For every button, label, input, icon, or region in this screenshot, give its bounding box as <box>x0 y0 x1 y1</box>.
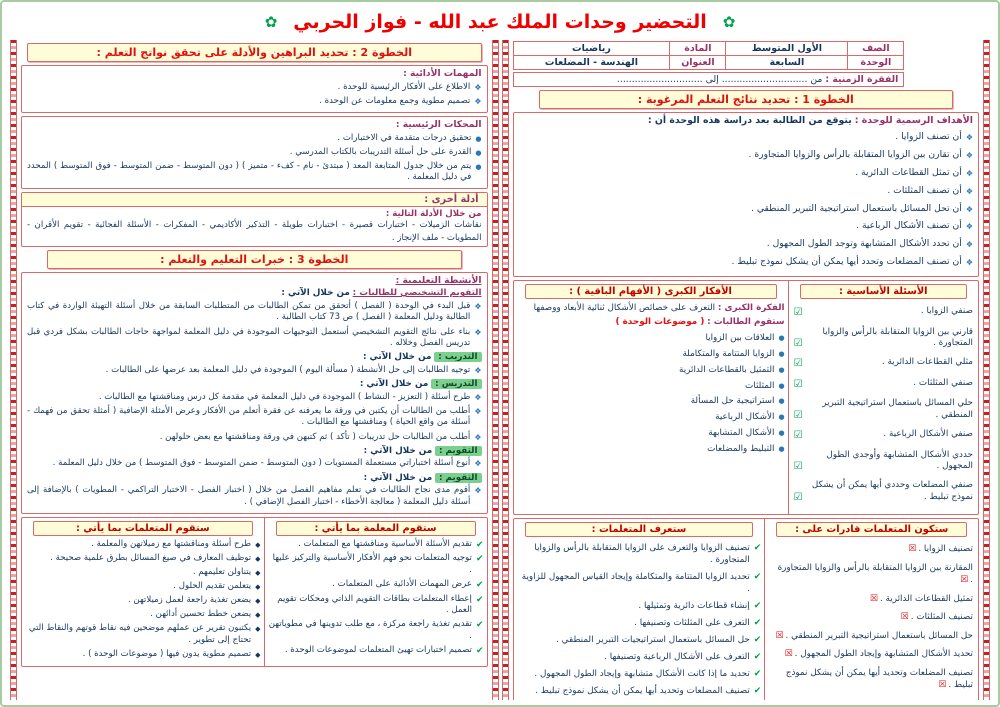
teacher-item-text: تصميم اختبارات تهيئ المتعلمات لموضوعات الوحدة . <box>284 645 472 656</box>
questions-bigideas-grid <box>513 280 980 515</box>
know-item <box>517 651 762 664</box>
can-do-item <box>770 667 973 692</box>
teaching-item-text: أطلب من الطالبات أن يكتبن في ورقة ما يعرفنه عن فقرة أتعلم من الأفكار وعرض الأمثلة الإضافية ( أمثلة تحقق من فهمك - أسئلة من واقع الحياة ) ومناقشتها مع الطالبات . <box>27 405 471 428</box>
know-item <box>517 571 762 596</box>
title-label: العنوان <box>670 56 726 70</box>
learning-activities-box <box>21 272 488 513</box>
x-box-icon: ☒ <box>960 574 969 585</box>
teacher-list <box>268 539 484 657</box>
topic-item <box>517 364 785 376</box>
objective-item <box>519 220 974 233</box>
grade-label: الصف <box>848 42 904 56</box>
learner-item <box>25 649 261 661</box>
know-item <box>517 685 762 698</box>
know-text: تصنيف الزوايا والتعرف على الزوايا المتقابلة بالرأس والزوايا المتجاورة . <box>534 542 750 565</box>
training-item <box>27 365 482 377</box>
topic-text: المثلثات <box>745 380 775 391</box>
learner-item-text: يكتبون تقرير عن عملهم موضحين فيه نقاط قوتهم والنقاط التي تحتاج إلى تطوير . <box>28 623 252 645</box>
subject-value: رياضيات <box>513 42 670 56</box>
diamond-bullet-icon: ❖ <box>474 432 482 442</box>
learner-item <box>25 553 261 565</box>
dot-bullet-icon: ● <box>475 134 482 143</box>
check-icon: ✔ <box>753 634 762 645</box>
question-item <box>794 357 973 371</box>
criterion-item <box>27 133 482 145</box>
topic-text: استراتيجية حل المسألة <box>690 396 775 407</box>
teacher-item-text: إعطاء المتعلمات بطاقات التقويم الذاتي ومحكات تقويم العمل . <box>277 593 472 616</box>
criterion-item <box>27 161 482 184</box>
teaching-items <box>27 392 482 444</box>
know-list <box>517 542 762 698</box>
diamond-small-bullet-icon: ◆ <box>255 569 261 577</box>
students-topics-line <box>517 316 785 328</box>
know-header: ستعرف المتعلمات : <box>525 522 754 537</box>
know-text: إنشاء قطاعات دائرية وتمثيلها . <box>638 600 750 611</box>
diagnostic-label: التقويم التشخيصي للطالبات : <box>352 288 482 299</box>
diamond-bullet-icon: ❖ <box>474 459 482 469</box>
learner-item <box>25 567 261 579</box>
diagnostic-suffix: من خلال الآتي : <box>281 288 350 299</box>
dot-bullet-icon: ● <box>778 444 785 453</box>
check-icon: ✔ <box>475 539 484 550</box>
decor-strip <box>502 40 509 700</box>
topic-text: العلاقات بين الزوايا <box>705 333 775 344</box>
unit-topics-suffix: ( موضوعات الوحدة ) <box>615 317 705 328</box>
learner-item <box>25 623 261 646</box>
training-items <box>27 365 482 377</box>
x-box-icon: ☒ <box>775 630 784 641</box>
diagnostic-item-text: بناء على نتائج التقويم التشخيصي أستعمل التوجيهات الموجودة في دليل المعلمة لمواجهة حاجات الطالبات بشكل فردي قبل تدريس الفصل وخلاله . <box>27 326 471 349</box>
official-goals-box <box>513 112 980 277</box>
other-evidence-intro: من خلال الأدلة التالية : <box>385 209 482 220</box>
check-icon: ✔ <box>753 652 762 663</box>
can-do-text: تمثيل القطاعات الدائرية . <box>879 593 973 604</box>
objective-item <box>519 167 974 180</box>
evaluation2-section-label <box>27 473 482 483</box>
question-text: صنفي المثلثات . <box>913 377 973 388</box>
essential-questions-header: الأسئلة الأساسية : <box>800 284 967 299</box>
topic-text: التبليط والمضلعات <box>707 443 775 454</box>
teacher-header: ستقوم المعلمة بما يأتي : <box>276 521 476 536</box>
unit-label: الوحدة <box>848 56 904 70</box>
know-text: حل المسائل باستعمال استراتيجيات التبرير المنطقي . <box>556 634 750 645</box>
big-idea-paragraph <box>517 302 785 314</box>
check-icon: ✔ <box>753 686 762 697</box>
checkbox-checked-icon: ☑ <box>793 430 803 441</box>
dot-bullet-icon: ● <box>475 162 482 171</box>
big-ideas-header: الأفكار الكبرى ( الأفهام الباقية ) : <box>525 284 777 299</box>
diamond-small-bullet-icon: ◆ <box>255 583 261 592</box>
training-section-label <box>27 352 482 362</box>
checkbox-checked-icon: ☑ <box>793 307 803 318</box>
diamond-bullet-icon: ❖ <box>474 392 482 402</box>
learner-item <box>25 539 261 551</box>
question-item <box>794 327 973 351</box>
unit-value: السابعة <box>726 56 848 70</box>
right-column <box>502 40 991 700</box>
teacher-item <box>268 594 484 617</box>
objective-text: أن تصنف الأشكال الرباعية . <box>856 220 962 232</box>
diamond-small-bullet-icon: ◆ <box>255 554 261 563</box>
diamond-small-bullet-icon: ◆ <box>255 597 261 606</box>
teaching-label: التدريس : <box>431 379 481 389</box>
know-item <box>517 668 762 681</box>
goals-list <box>519 131 974 269</box>
diamond-small-bullet-icon: ◆ <box>255 540 261 549</box>
can-do-item <box>770 630 973 643</box>
evaluation-item-text: أنوع أسئلة اختباراتي مستعملة المستويات ( دون المتوسط - ضمن المتوسط - فوق المتوسط ) من خلال دليل المعلمة . <box>52 458 471 469</box>
dot-bullet-icon: ● <box>475 148 482 157</box>
step3-header: الخطوة 3 : خبرات التعليم والتعلم : <box>47 250 462 269</box>
topic-item <box>517 411 785 423</box>
other-evidence-box <box>21 192 488 247</box>
activities-label: الأنشطة التعليمية : <box>395 275 482 287</box>
diagnostic-section-label <box>27 288 482 298</box>
question-item <box>794 429 973 443</box>
question-text: حلي المسائل باستعمال استراتيجية التبرير المنطقي . <box>822 398 973 421</box>
diamond-small-bullet-icon: ◆ <box>255 625 261 634</box>
objective-text: أن تحدد الأشكال المتشابهة وتوجد الطول المجهول . <box>766 238 962 250</box>
objective-item <box>519 185 974 198</box>
diamond-bullet-icon: ❖ <box>965 222 973 232</box>
learner-item-text: توظيف المعارف في صيغ المسائل بطرق علمية صحيحة . <box>50 552 252 563</box>
can-do-text: تصنيف المثلثات . <box>910 612 973 623</box>
check-icon: ✔ <box>753 669 762 680</box>
topic-text: الأشكال الرباعية <box>715 412 775 423</box>
check-icon: ✔ <box>475 580 484 591</box>
topic-item <box>517 332 785 344</box>
learner-item-text: يضعن خطط تحسين أدائهن . <box>150 609 252 620</box>
question-text: صنفي المضلعات وحددي أيها يمكن أن يشكل نموذج تبليط . <box>811 480 973 503</box>
students-topics-label: ستقوم الطالبات : <box>707 317 785 328</box>
diagnostic-item <box>27 301 482 324</box>
decor-strip <box>492 40 499 700</box>
subject-label: المادة <box>670 42 726 56</box>
know-column <box>514 519 765 700</box>
checkbox-checked-icon: ☑ <box>793 358 803 370</box>
teacher-item <box>268 539 484 551</box>
teacher-item <box>268 645 484 657</box>
evaluation2-label: التقويم : <box>435 473 482 483</box>
diamond-bullet-icon: ❖ <box>474 96 482 106</box>
know-text: تحديد ما إذا كانت الأشكال متشابهة وإيجاد الطول المجهول . <box>534 669 750 680</box>
question-text: مثلي القطاعات الدائرية . <box>881 357 973 368</box>
teaching-item-text: أطلب من الطالبات حل تدريبات ( تأكد ) ثم كتبهن في ورقة ومناقشتها مع بعض حلولهن . <box>159 431 471 442</box>
objective-text: أن تمثل القطاعات الدائرية . <box>855 166 962 178</box>
checkbox-checked-icon: ☑ <box>793 378 803 390</box>
can-do-text: المقارنة بين الزوايا المتقابلة بالرأس والزوايا المتجاورة . <box>777 562 973 585</box>
dot-bullet-icon: ● <box>778 365 785 374</box>
diamond-bullet-icon: ❖ <box>965 133 973 142</box>
title-value: الهندسة - المضلعات <box>513 56 670 70</box>
know-item <box>517 617 762 630</box>
know-item <box>517 600 762 613</box>
goals-intro: يتوقع من الطالبة بعد دراسة هذه الوحدة أن : <box>647 115 852 126</box>
teaching-item-text: طرح أسئلة ( التعزيز - النشاط ) الموجودة في دليل المعلمة في مقدمة كل درس ومناقشتها مع الطالبات . <box>98 391 471 402</box>
criterion-text: القدرة على حل أسئلة التدريبات بالكتاب المدرسي . <box>289 146 472 157</box>
evaluation1-suffix: من خلال الآتي : <box>363 445 433 456</box>
can-do-list <box>768 543 975 692</box>
left-column <box>10 40 499 700</box>
teaching-suffix: من خلال الآتي : <box>359 379 429 390</box>
diamond-bullet-icon: ❖ <box>965 186 973 196</box>
teacher-item <box>268 553 484 576</box>
performance-tasks-list <box>27 82 482 108</box>
objective-text: أن تحل المسائل باستعمال استراتيجية التبرير المنطقي . <box>751 202 962 214</box>
teacher-learner-grid <box>21 517 488 667</box>
objective-item <box>519 131 974 144</box>
can-do-text: تصنيف المضلعات وتحديد أيها يمكن أن يشكل نموذج تبليط . <box>785 667 973 691</box>
question-item <box>794 378 973 392</box>
learner-item-text: يتعلمن تقديم الحلول . <box>173 581 252 592</box>
page-title: التحضير وحدات الملك عبد الله - فواز الحربي <box>293 11 707 33</box>
can-do-text: حل المسائل باستعمال استراتيجية التبرير المنطقي . <box>785 630 973 641</box>
teacher-item <box>268 579 484 591</box>
teaching-item <box>27 392 482 404</box>
checkbox-checked-icon: ☑ <box>793 460 803 472</box>
checkbox-checked-icon: ☑ <box>793 491 803 503</box>
dot-bullet-icon: ● <box>778 334 785 343</box>
diamond-small-bullet-icon: ◆ <box>255 651 261 660</box>
x-box-icon: ☒ <box>900 612 909 623</box>
know-text: التعرف على المثلثات وتصنيفها . <box>634 617 750 628</box>
evaluation1-label: التقويم : <box>435 446 482 456</box>
topics-list <box>517 332 785 455</box>
evaluation1-section-label <box>27 446 482 456</box>
diamond-bullet-icon: ❖ <box>474 406 482 416</box>
step1-header: الخطوة 1 : تحديد نتائج التعلم المرغوبة : <box>539 90 954 109</box>
diamond-bullet-icon: ❖ <box>965 150 973 160</box>
x-box-icon: ☒ <box>938 680 947 691</box>
learner-item-text: يضعن تغذية راجعة لعمل زميلاتهن . <box>127 595 252 606</box>
topic-item <box>517 348 785 360</box>
topic-item <box>517 395 785 407</box>
diagnostic-item-text: قبل البدء في الوحدة ( الفصل ) أتحقق من تمكن الطالبات من المتطلبات السابقة من خلال أسئلة التهيئة الواردة في كتاب الطالبة ودليل المعلمة ( الفصل ) ص 73 كتاب الطالبة . <box>27 300 471 323</box>
objective-item <box>519 149 974 162</box>
goals-heading <box>519 115 974 126</box>
training-item-text: توجيه الطالبات إلى حل الأنشطة ( مسألة اليوم ) الموجودة في دليل المعلمة بعد عرضها على الطالبات . <box>105 364 471 375</box>
can-do-item <box>770 611 973 624</box>
dot-bullet-icon: ● <box>778 381 785 390</box>
diamond-bullet-icon: ❖ <box>474 301 482 311</box>
topic-text: الزوايا المتتامة والمتكاملة <box>682 348 775 359</box>
can-do-column <box>764 519 978 700</box>
question-text: صنفي الزوايا . <box>920 306 973 316</box>
learner-header: ستقوم المتعلمات بما يأتي : <box>33 521 253 536</box>
know-text: التعرف على الأشكال الرباعية وتصنيفها . <box>604 652 750 663</box>
question-text: قارني بين الزوايا المتقابلة بالرأس والزوايا المتجاورة . <box>822 326 973 349</box>
learner-column <box>22 518 264 666</box>
diagnostic-item <box>27 327 482 350</box>
task-text: الاطلاع على الأفكار الرئيسية للوحدة . <box>337 81 471 92</box>
diamond-bullet-icon: ❖ <box>474 486 482 496</box>
right-column-content <box>509 40 984 700</box>
grade-value: الأول المتوسط <box>726 42 848 56</box>
unit-info-table <box>513 41 905 70</box>
can-do-item <box>770 543 973 556</box>
diamond-bullet-icon: ❖ <box>474 327 482 337</box>
question-text: صنفي الأشكال الرباعية . <box>883 429 973 439</box>
flower-icon-left: ✿ <box>264 13 278 31</box>
dot-bullet-icon: ● <box>778 397 785 406</box>
check-icon: ✔ <box>475 594 484 605</box>
left-column-content <box>17 40 492 700</box>
x-box-icon: ☒ <box>784 649 793 660</box>
goals-label: الأهداف الرسمية للوحدة : <box>854 115 973 126</box>
can-do-item <box>770 648 973 661</box>
evaluation1-items <box>27 458 482 470</box>
diamond-small-bullet-icon: ◆ <box>255 611 261 620</box>
objective-item <box>519 203 974 216</box>
check-icon: ✔ <box>753 542 762 553</box>
x-box-icon: ☒ <box>908 544 917 554</box>
criterion-text: يتم من خلال جدول المتابعة المعد ( مبتدئ - نام - كفء - متميز ) ( دون المتوسط - ضمن المتوسط - فوق المتوسط ) المحدد في دليل المعلمة . <box>27 160 472 183</box>
objective-text: أن تقارن بين الزوايا المتقابلة بالرأس والزوايا المتجاورة . <box>748 148 962 160</box>
checkbox-checked-icon: ☑ <box>793 337 803 349</box>
learner-item <box>25 595 261 607</box>
x-box-icon: ☒ <box>869 593 878 604</box>
time-period-row <box>513 72 905 87</box>
know-item <box>517 542 762 567</box>
know-text: تصنيف المضلعات وتحديد أيها يمكن أن يشكل نموذج تبليط . <box>535 686 750 697</box>
teacher-item-text: عرض المهمات الأدائية على المتعلمات . <box>332 579 472 590</box>
page-columns <box>10 40 990 700</box>
diamond-bullet-icon: ❖ <box>474 365 482 375</box>
task-item <box>27 96 482 108</box>
objective-text: أن تصنف المضلعات وتحدد أيها يمكن أن يشكل نموذج تبليط . <box>731 256 962 268</box>
learner-item-text: طرح أسئلة ومناقشتها مع زميلاتهن والمعلمة . <box>91 538 252 549</box>
know-text: تحديد الزوايا المتتامة والمتكاملة وإيجاد القياس المجهول للزاوية . <box>521 571 750 594</box>
evaluation2-suffix: من خلال الآتي : <box>363 472 433 483</box>
criteria-box <box>21 116 488 189</box>
learner-item-text: يتناولن تعليمهم . <box>192 567 252 577</box>
teacher-column <box>264 518 487 666</box>
task-item <box>27 82 482 94</box>
topic-text: الأشكال المتشابهة <box>708 428 775 438</box>
decor-strip <box>983 40 990 700</box>
criterion-item <box>27 147 482 159</box>
questions-list <box>792 306 975 504</box>
teacher-item-text: تقديم تغذية راجعة مركزة ، مع طلب تدوينها في مطوياتهن . <box>268 619 472 642</box>
check-icon: ✔ <box>753 571 762 582</box>
criteria-label: المحكات الرئيسية : <box>395 119 482 131</box>
teaching-item <box>27 406 482 429</box>
objective-text: أن تصنف الزوايا . <box>895 131 962 142</box>
diamond-bullet-icon: ❖ <box>965 168 973 178</box>
training-label: التدريب : <box>434 352 481 362</box>
objective-text: أن تصنف المثلثات . <box>887 184 962 196</box>
check-icon: ✔ <box>753 617 762 628</box>
check-icon: ✔ <box>753 600 762 611</box>
topic-item <box>517 427 785 439</box>
learner-item <box>25 581 261 593</box>
big-ideas-column <box>514 281 788 514</box>
question-text: حددي الأشكال المتشابهة وأوجدي الطول المجهول . <box>826 449 973 472</box>
topic-item <box>517 380 785 392</box>
learner-list <box>25 539 261 661</box>
can-do-text: تحديد الأشكال المتشابهة وإيجاد الطول المجهول . <box>794 649 973 660</box>
diamond-bullet-icon: ❖ <box>965 204 973 214</box>
objective-item <box>519 256 974 269</box>
task-text: تصميم مطوية وجمع معلومات عن الوحدة . <box>319 95 471 106</box>
can-do-header: ستكون المتعلمات قادرات على : <box>776 522 967 537</box>
teaching-section-label <box>27 379 482 389</box>
dot-bullet-icon: ● <box>778 349 785 358</box>
criteria-list <box>27 133 482 184</box>
other-evidence-text: نقاشات الزميلات - اختبارات قصيرة - اختبارات طويلة - التذكير الأكاديمي - المفكرات - الأسئلة الفجائية - تقويم الأقران - المطويات - ملف الإنجاز . <box>27 220 482 243</box>
teacher-item-text: تقديم الأسئلة الأساسية ومناقشتها مع المتعلمات . <box>298 538 472 549</box>
check-icon: ✔ <box>475 554 484 565</box>
evaluation-item-text: أقوم مدى نجاح الطالبات في تعلم مفاهيم الفصل من خلال ( اختبار الفصل - الاختبار التراكمي - المطويات ) بالإضافة إلى أسئلة دليل المعلمة ( معالجة الأخطاء - اختبار الفصل الإضافي ) . <box>27 485 471 507</box>
question-item <box>794 450 973 474</box>
question-item <box>794 480 973 504</box>
learner-item-text: تصميم مطوية يدون فيها ( موضوعات الوحدة ) . <box>82 649 252 660</box>
check-icon: ✔ <box>475 620 484 631</box>
teaching-item <box>27 432 482 444</box>
step2-header: الخطوة 2 : تحديد البراهين والأدلة على تحقق نواتج التعلم : <box>27 43 482 62</box>
time-period-value: من ............................. إلى ............................. <box>616 74 823 85</box>
teacher-item-text: توجيه المتعلمات نحو فهم الأفكار الأساسية والتركيز عليها . <box>272 553 472 576</box>
can-do-item <box>770 562 973 587</box>
evaluation-item <box>27 458 482 470</box>
learners-grid <box>513 518 980 700</box>
diamond-bullet-icon: ❖ <box>965 240 973 250</box>
question-item <box>794 398 973 422</box>
time-period-label: الفقرة الزمنية : <box>825 74 899 85</box>
can-do-text: تصنيف الزوايا . <box>918 544 973 554</box>
topic-item <box>517 443 785 455</box>
checkbox-checked-icon: ☑ <box>793 409 803 421</box>
performance-tasks-label: المهمات الأدائية : <box>403 68 482 79</box>
know-item <box>517 634 762 647</box>
training-suffix: من خلال الآتي : <box>362 352 432 363</box>
dot-bullet-icon: ● <box>778 429 785 437</box>
evaluation-item <box>27 485 482 508</box>
dot-bullet-icon: ● <box>778 413 785 422</box>
teacher-item <box>268 619 484 642</box>
diamond-bullet-icon: ❖ <box>474 82 482 92</box>
flower-icon-right: ✿ <box>722 13 736 31</box>
big-idea-text: التعرف على خصائص الأشكال ثنائية الأبعاد ووصفها <box>533 303 716 313</box>
learner-item <box>25 609 261 621</box>
title-bar <box>10 4 990 40</box>
essential-questions-column <box>788 281 978 514</box>
topic-text: التمثيل بالقطاعات الدائرية <box>679 364 775 375</box>
other-evidence-header: أدلة أخرى : <box>22 193 487 207</box>
info-row-2 <box>513 56 904 70</box>
performance-tasks-box <box>21 65 488 113</box>
decor-strip <box>10 40 17 700</box>
diamond-bullet-icon: ❖ <box>965 258 973 268</box>
check-icon: ✔ <box>475 646 484 657</box>
evaluation2-items <box>27 485 482 508</box>
diagnostic-items <box>27 301 482 350</box>
big-idea-label: الفكرة الكبرى : <box>717 303 785 313</box>
question-item <box>794 306 973 320</box>
info-row-1 <box>513 42 904 56</box>
can-do-item <box>770 593 973 606</box>
objective-item <box>519 238 974 251</box>
criterion-text: تحقيق درجات متقدمة في الاختبارات . <box>337 132 472 143</box>
